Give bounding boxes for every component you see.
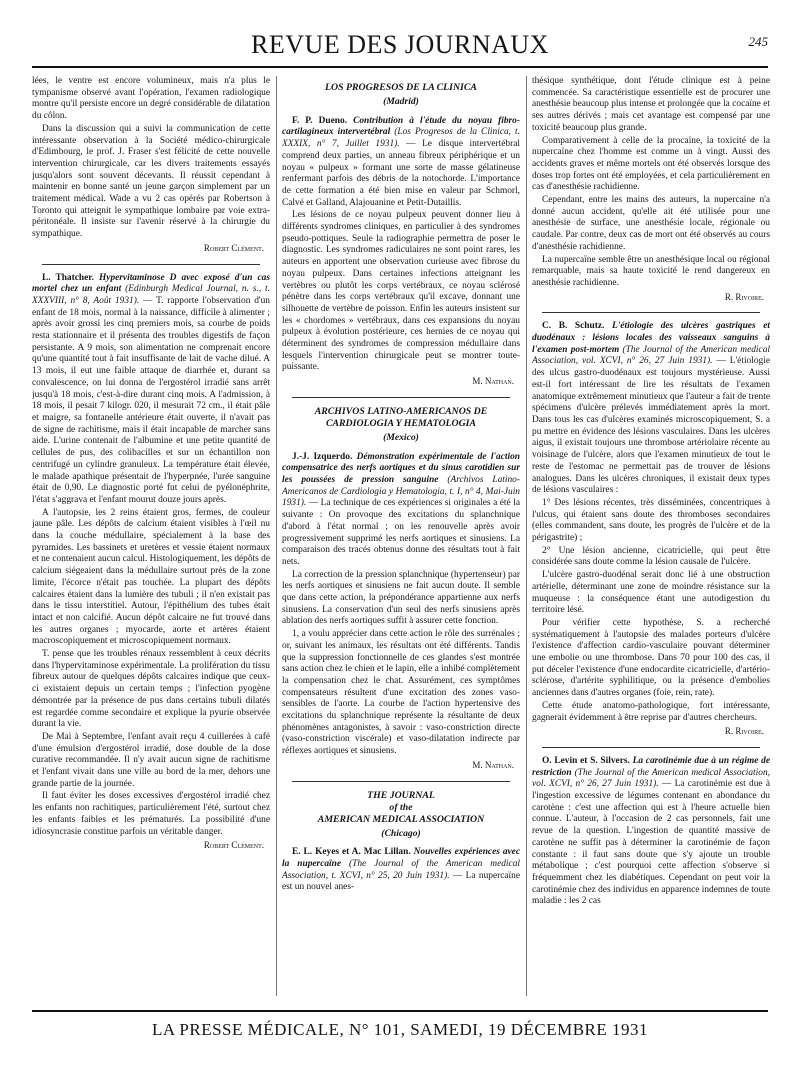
article-title: L'étiologie des ulcères gastriques et duodénaux : lésions locales des vaisseaux sanguins à l'examen post-mortem: [532, 321, 770, 355]
column-rule: [276, 76, 277, 996]
article-citation: (Los Progresos de la Clinica, t. XXXIX, n° 7, Juillet 1931).: [282, 127, 520, 150]
article-citation: (The Journal of the American medical Association, t. XCVI, n° 25, 20 Juin 1931).: [282, 858, 520, 881]
paragraph: Dans la discussion qui a suivi la communication de cette intéressante observation à la Société médico-chirurgicale d'Edimbourg, le prof. J. Fraser s'est félicité de cette nouvelle intervention chirurgicale, car les divers traitements essayés jusqu'alors sont souvent décevants. Il réussit cependant à maintenir en bonne santé un jeune garçon simplement par un traitement médical. Wade a vu 2 cas opérés par Robertson à Toronto qui atteignit le sympathique lombaire par voie extra-péritonéale. Il insiste sur l'avenir réservé à la chirurgie du sympathique.: [32, 123, 270, 240]
article-author: L. Thatcher.: [42, 272, 94, 283]
article-citation: (The Journal of the American medical Association, vol. XCVI, n° 26, 27 Juin 1931).: [532, 767, 770, 790]
separator: [42, 264, 260, 265]
journal-location: (Chicago): [381, 827, 421, 839]
paragraph: Pour vérifier cette hypothèse, S. a recherché systématiquement à l'autopsie des malades porteurs d'ulcère l'existence d'affection cardio-vasculaire pouvant déterminer une embolie ou une thrombose. Dans 70 pour 100 des cas, il put déceler l'existence d'une endocardite cicatricielle, d'artério-sclérose, d'artérite syphilitique, ou la présence d'embolies anciennes dans d'autres organes (foie, rein, rate).: [532, 617, 770, 699]
running-title: REVUE DES JOURNAUX: [251, 30, 549, 59]
paragraph: — La technique de ces expériences si originales a été la suivante : On provoque des excitations du splanchnique d'abord à l'état normal ; on les renouvelle après avoir progressivement supprimé les nerfs aortiques et sinusiens. La comparaison des tracés obtenus donne des résultats tout à fait nets.: [282, 498, 520, 567]
paragraph: La nupercaïne semble être un anesthésique local ou régional remarquable, mais sa haute toxicité le rend dangereux en anesthésie rachidienne.: [532, 254, 770, 288]
paragraph: Cette étude anatomo-pathologique, fort intéressante, gagnerait évidemment à être reprise par d'autres chercheurs.: [532, 700, 770, 723]
article-title: Nouvelles expériences avec la nupercaïne: [282, 847, 520, 869]
paragraph: T. pense que les troubles rénaux ressemblent à ceux décrits dans l'hypervitaminose expérimentale. La prolifération du tissu fibreux autour de quelques dépôts calcaires indique que ceux-ci existaient depuis un certain temps ; l'infection pyogène démontrée par la présence de pus dans certains tubuli dilatés est regardée comme secondaire et explique la pyurie observée durant la vie.: [32, 649, 270, 730]
paragraph: A l'autopsie, les 2 reins étaient gros, fermes, de couleur jaune pâle. Les dépôts de calcium étaient visibles à l'œil nu dans la couche médullaire, spécialement à la base des pyramides. Les bassinets et uretères et vessie étaient normaux et ne contenaient aucun calcul. Histologiquement, les dépôts de calcium siégeaient dans la médullaire surtout près de la zone limite, l'écorce n'était pas touchée. La plupart des dépôts calcaires étaient dans la lumière des tubuli ; il n'en existait pas dans le tissu interstitiel. Autour, l'épithélium des tubes était intact et non calcifié. Aucun dépôt calcaire ne fut trouvé dans les autres organes ; myocarde, aorte et artères étaient macroscopiquement et microscopiquement normaux.: [32, 507, 270, 647]
paragraph: Les lésions de ce noyau pulpeux peuvent donner lieu à différents syndromes cliniques, en particulier à des syndromes pseudo-pottiques. Seule la radiographie permettra de poser le diagnostic. Les syndromes radiculaires ne sont point rares, les auteurs en apportent une observation curieuse avec fibrose du noyau pulpeux. Dans certaines infections atteignant les vertèbres ou plutôt les corps vertébraux, ce noyau sclérosé pénètre dans les corps vertébraux qu'il excave, donnant une silhouette de vertèbre de poisson. Enfin les auteurs insistent sur les « chordomes » vertébraux, dans ces expansions du noyau pulpeux à évolution postérieure, ces hernies de ce noyau qui déterminent des syndromes de compression médullaire dans lesquels l'intervention chirurgicale peut se montrer toute-puissante.: [282, 210, 520, 373]
article-title: Contribution à l'étude du noyau fibro-cartilagineux intervertébral: [282, 115, 520, 138]
article-author: F. P. Dueno.: [292, 115, 347, 126]
journal-name-line: of the: [389, 801, 413, 813]
article-heading: [282, 847, 520, 894]
article-thatcher: [32, 273, 270, 852]
journal-name: [282, 790, 520, 826]
article-heading: [282, 116, 520, 210]
journal-name-line: AMERICAN MEDICAL ASSOCIATION: [317, 813, 485, 825]
article-schutz: [532, 321, 770, 738]
column-1: [32, 76, 270, 996]
article-keyes: [282, 847, 520, 894]
footer-issue-line: LA PRESSE MÉDICALE, N° 101, SAMEDI, 19 DÉCEMBRE 1931: [151, 1020, 649, 1039]
page-header: [32, 30, 768, 68]
article-author: C. B. Schutz.: [542, 321, 605, 332]
paragraph: — La nupercaïne est un nouvel anes-: [282, 870, 520, 893]
paragraph: 1° Des lésions récentes, très disséminées, concentriques à l'ulcus, qui étaient sans doute des thromboses secondaires (elles commandent, sans doute, les progrès de l'ulcère et de la périgastrite) ;: [532, 497, 770, 544]
journal-location: (Mexico): [383, 431, 419, 443]
paragraph: La correction de la pression splanchnique (hypertenseur) par les nerfs aortiques et sinusiens ne fait aucun doute. Il semble que dans cette action, la prépondérance appartienne aux nerfs sinusiens. La conservation d'un seul des nerfs sinusiens après ablation des nerfs aortiques suffit à assurer cette fonction.: [282, 569, 520, 627]
article-author: O. Levin et S. Silvers.: [542, 755, 630, 766]
article-izquerdo: [282, 452, 520, 772]
article-title: La carotinémie due à un régime de restriction: [532, 755, 770, 778]
paragraph: — Le disque intervertébral comprend deux parties, un anneau fibreux périphérique et un noyau « pulpeux » formant une sorte de masse gélatineuse renfermant parfois des débris de la notochorde. L'importance de cette formation a été bien mise en valeur par Schmorl, Calvé et Galland, Alajouanine et Petit-Dutaillis.: [282, 139, 520, 208]
paragraph: — L'étiologie des ulcus gastro-duodénaux est toujours mystérieuse. Aussi est-il fort intéressant de lire les résultats de l'examen anatomique extrêmement minutieux que l'auteur a fait de trente spécimens d'ulcère prélevés immédiatement après la mort. Dans tous les cas d'ulcères examinés microscopiquement, S. a pu mettre en évidence des lésions vasculaires. Dans les ulcères aigus, il existait toujours une thrombose artériolaire récente au voisinage de l'ulcère, alors que l'examen minutieux de tout le reste de l'estomac ne permettait pas de trouver de lésions analogues. Dans les ulcères chroniques, il existait deux types de lésions vasculaires :: [532, 356, 770, 496]
paragraph: De Mai à Septembre, l'enfant avait reçu 4 cuillerées à café d'une émulsion d'ergostérol irradié, dose double de la dose curative recommandée. Il n'y avait aucun signe de rachitisme et l'enfant vivait dans une ville au bord de la mer, dehors une grande partie de la journée.: [32, 731, 270, 789]
page-number: 245: [748, 34, 768, 49]
author-signature: R. Rivoire.: [724, 726, 764, 737]
journal-name: LOS PROGRESOS DE LA CLINICA: [325, 82, 477, 93]
article-dueno: [282, 116, 520, 388]
separator: [542, 747, 760, 748]
article-author: E. L. Keyes et A. Mac Lillan.: [292, 847, 411, 858]
paragraph: 2° Une lésion ancienne, cicatricielle, qui peut être considérée sans doute comme la lésion causale de l'ulcère.: [532, 545, 770, 568]
paragraph: Comparativement à celle de la procaïne, la toxicité de la nupercaïne chez l'homme est comme un à vingt. Aussi des accidents graves et même mortels ont été observés lorsque des doses trop fortes ont été employées, et cela particulièrement en cas d'anesthésie rachidienne.: [532, 135, 770, 193]
author-signature: Robert Clément.: [203, 242, 264, 253]
article-citation: (Archivos Latino-Americanos de Cardiologia y Hematologia, t. I, n° 4, Mai-Juin 1931).: [282, 474, 520, 509]
journal-name-line: THE JOURNAL: [367, 789, 435, 801]
page-footer: [32, 1010, 768, 1039]
journal-name: ARCHIVOS LATINO-AMERICANOS DE CARDIOLOGIA Y HEMATOLOGIA: [314, 405, 488, 429]
paragraph: thésique synthétique, dont l'étude clinique est à peine commencée. Sa caractéristique essentielle est de procurer une anesthésie beaucoup plus intense et prolongée que la cocaïne et ses autres dérivés ; mais cet avantage est compensé par une toxicité beaucoup plus grande.: [532, 76, 770, 133]
paragraph: — T. rapporte l'observation d'un enfant de 18 mois, normal à la naissance, difficile à alimenter ; après avoir grossi les cinq premiers mois, sa courbe de poids resta stationnaire et il présenta des troubles digestifs de façon persistante. A 9 mois, son alimentation ne comprenait encore qu'une quantité tout à fait insuffisante de lait de vache dilué. A 13 mois, il eut une faible attaque de diarrhée et, durant sa convalescence, on lui donna de l'ergostérol irradié sans arrêt jusqu'à 18 mois, c'est-à-dire durant cinq mois. A l'admission, à 18 mois, il pesait 7 kilogr. 020, il mesurait 72 cm., il était pâle et maigre, sa fontanelle antérieure était ouverte, il n'avait pas de signe de rachitisme, mais il était incapable de marcher sans aide. L'urine contenait de l'albumine et une petite quantité de cellules de pus, des colibacilles et sur un échantillon non centrifugé un cylindre granuleux. La température était élevée, le malade apathique présentait de l'hyperpnée, l'urée sanguine était de 0,90. Le diagnostic porté fut celui de pyélonéphrite, l'état s'aggrava et l'enfant mourut douze jours après.: [32, 295, 270, 505]
article-heading: [532, 756, 770, 908]
journal-location: (Madrid): [383, 96, 419, 107]
author-signature: M. Nathan.: [472, 759, 514, 770]
article-heading: [532, 321, 770, 497]
paragraph: — La carotinémie est due à l'ingestion excessive de légumes contenant en abondance du carotène : c'est une affection qui est à l'heure actuelle bien connue. L'auteur, à l'occasion de 2 cas personnels, fait une revue de la question. L'ingestion de quantité massive de carotène ne suffit pas à déterminer la carotinémie de façon constante : il faut sans doute que s'y ajoute un trouble métabolique ; c'est pourquoi cette affection s'observe si fréquemment chez les diabétiques. Cependant on peut voir la carotinémie chez des individus en apparence indemnes de toute maladie : les 2 cas: [532, 779, 770, 907]
article-heading: [282, 452, 520, 569]
article-levin: [532, 756, 770, 908]
separator: [292, 781, 510, 782]
author-signature: Robert Clément.: [203, 840, 264, 851]
column-3: [532, 76, 770, 996]
column-2: [282, 76, 520, 996]
paragraph: Cependant, entre les mains des auteurs, la nupercaïne n'a donné aucun accident, qu'elle ait été utilisée pour une anesthésie de surface, une anesthésie locale, régionale ou caudale. Par contre, deux cas de mort ont été observés au cours d'anesthésie rachidienne.: [532, 195, 770, 252]
paragraph: L'ulcère gastro-duodénal serait donc lié à une obstruction artérielle, déterminant une zone de moindre résistance sur la muqueuse : la conséquence étant une autodigestion du territoire lésé.: [532, 570, 770, 616]
paragraph: Il faut éviter les doses excessives d'ergostérol irradié chez les enfants non rachitiques, particulièrement l'été, surtout chez les enfants faibles et les prématurés. La possibilité d'une idiosyncrasie constitue parfois un véritable danger.: [32, 791, 270, 837]
article-author: J.-J. Izquerdo.: [292, 451, 353, 462]
separator: [292, 397, 510, 398]
separator: [542, 312, 760, 313]
column-rule: [526, 76, 527, 996]
article-title: Hypervitaminose D avec exposé d'un cas mortel chez un enfant: [32, 272, 270, 295]
article-heading: [32, 273, 270, 507]
paragraph: 1, a voulu apprécier dans cette action le rôle des surrénales ; or, suivant les animaux, les résultats ont été différents. Tandis que la suppression fonctionnelle de ces glandes s'est montrée sans action chez le chien et le lapin, elle a inhibé complètement la compensation chez le chat. Assurément, ces symptômes compensateurs résultent d'une excitation des zones vaso-sensibles de l'aorte. La courbe de l'action hypertensive des excitations du splanchnique représente la résultante de deux phénomènes antagonistes, à savoir : vaso-constriction directe (vaso-constriction viscérale) et vaso-dilatation indirecte par réflexes aortiques et sinusiens.: [282, 629, 520, 757]
author-signature: M. Nathan.: [472, 376, 514, 387]
article-citation: (Edinburgh Medical Journal, n. s., t. XXXVIII, n° 8, Août 1931).: [32, 284, 270, 306]
author-signature: R. Rivoire.: [724, 291, 764, 302]
paragraph: lées, le ventre est encore volumineux, mais n'a plus le tympanisme observé avant l'opération, l'examen radiologique montre qu'il persiste encore un degré considérable de dilatation du côlon.: [32, 76, 270, 122]
article-title: Démonstration expérimentale de l'action compensatrice des nerfs aortiques et du sinus carotidien sur les poussées de pression sanguine: [282, 451, 520, 485]
article-citation: (The Journal of the American medical Association, vol. XCVI, n° 26, 27 Juin 1931).: [532, 344, 770, 367]
